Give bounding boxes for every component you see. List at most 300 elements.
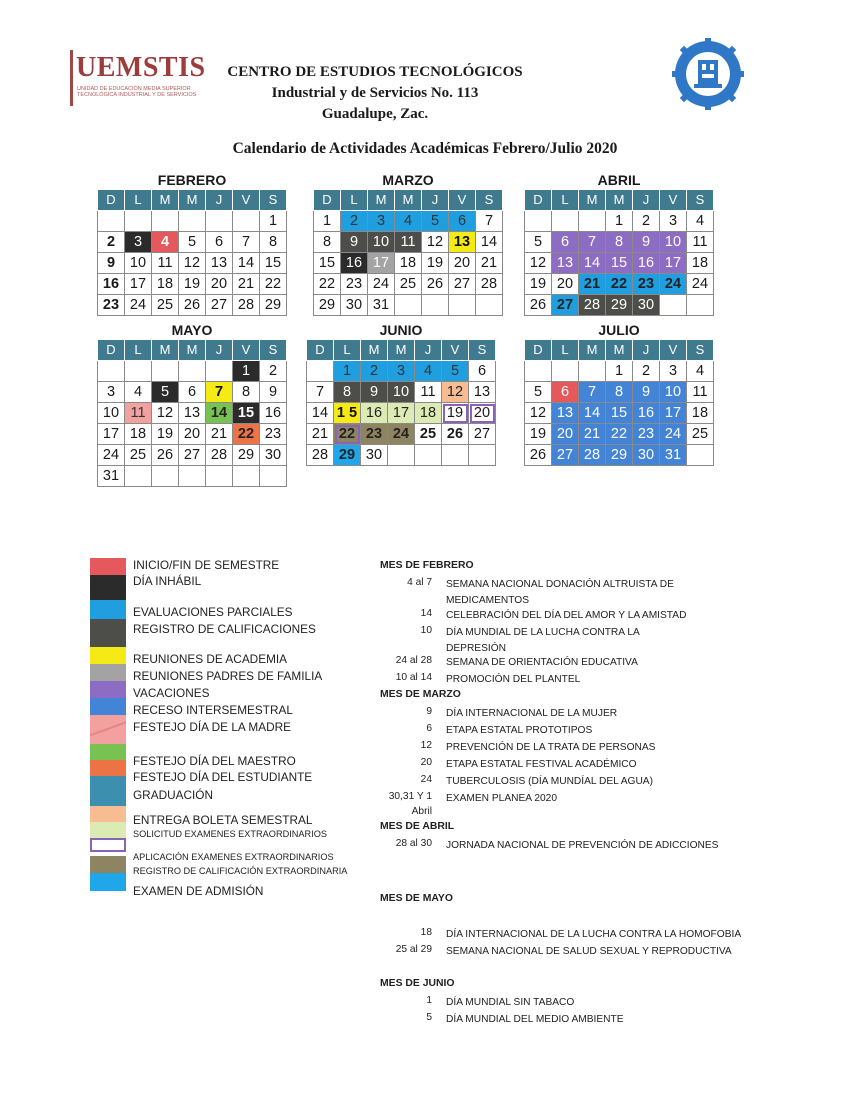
day-cell: 31 bbox=[660, 445, 687, 466]
day-cell: 17 bbox=[660, 403, 687, 424]
legend-swatch bbox=[90, 744, 126, 760]
day-cell: 29 bbox=[314, 295, 341, 316]
day-cell: 1 bbox=[233, 361, 260, 382]
day-cell: 14 bbox=[579, 403, 606, 424]
legend-label: EVALUACIONES PARCIALES bbox=[133, 605, 293, 619]
day-cell: 17 bbox=[368, 253, 395, 274]
day-cell: 14 bbox=[233, 253, 260, 274]
empty-cell bbox=[260, 466, 287, 487]
empty-cell bbox=[206, 211, 233, 232]
event-date: 24 bbox=[420, 774, 432, 785]
day-cell: 5 bbox=[422, 211, 449, 232]
legend-label: RECESO INTERSEMESTRAL bbox=[133, 703, 293, 717]
weekday-header: L bbox=[334, 340, 361, 361]
empty-cell bbox=[415, 445, 442, 466]
events-month-heading: MES DE JUNIO bbox=[380, 978, 455, 989]
day-cell: 29 bbox=[260, 295, 287, 316]
weekday-header: M bbox=[606, 190, 633, 211]
day-cell: 1 5 bbox=[334, 403, 361, 424]
legend-label: SOLICITUD EXAMENES EXTRAORDINARIOS bbox=[133, 829, 327, 839]
day-cell: 22 bbox=[260, 274, 287, 295]
empty-cell bbox=[98, 211, 125, 232]
empty-cell bbox=[152, 466, 179, 487]
day-cell: 4 bbox=[687, 361, 714, 382]
legend-label: REUNIONES PADRES DE FAMILIA bbox=[133, 669, 323, 683]
legend-label: ENTREGA BOLETA SEMESTRAL bbox=[133, 813, 313, 827]
empty-cell bbox=[552, 361, 579, 382]
month-name: JUNIO bbox=[379, 322, 423, 338]
day-cell: 15 bbox=[260, 253, 287, 274]
day-cell: 23 bbox=[98, 295, 125, 316]
day-cell: 27 bbox=[552, 445, 579, 466]
day-cell: 15 bbox=[233, 403, 260, 424]
day-cell: 23 bbox=[341, 274, 368, 295]
event-description: DÍA INTERNACIONAL DE LA LUCHA CONTRA LA HOMOFOBIA bbox=[446, 929, 742, 940]
weekday-header: V bbox=[233, 190, 260, 211]
day-cell: 15 bbox=[314, 253, 341, 274]
empty-cell bbox=[525, 361, 552, 382]
empty-cell bbox=[125, 211, 152, 232]
day-cell: 13 bbox=[179, 403, 206, 424]
uemstis-logo bbox=[70, 48, 210, 108]
empty-cell bbox=[525, 211, 552, 232]
day-cell: 21 bbox=[476, 253, 503, 274]
empty-cell bbox=[476, 295, 503, 316]
event-date: 24 al 28 bbox=[395, 655, 432, 666]
day-cell: 23 bbox=[361, 424, 388, 445]
day-cell: 26 bbox=[179, 295, 206, 316]
empty-cell bbox=[449, 295, 476, 316]
empty-cell bbox=[307, 361, 334, 382]
day-cell: 2 bbox=[633, 211, 660, 232]
empty-cell bbox=[687, 445, 714, 466]
day-cell: 9 bbox=[361, 382, 388, 403]
day-cell: 2 bbox=[98, 232, 125, 253]
day-cell: 7 bbox=[579, 382, 606, 403]
month-junio bbox=[306, 322, 496, 466]
day-cell: 19 bbox=[525, 424, 552, 445]
event-description: DÍA MUNDIAL DEL MEDIO AMBIENTE bbox=[446, 1014, 624, 1025]
day-cell: 7 bbox=[307, 382, 334, 403]
day-cell: 12 bbox=[152, 403, 179, 424]
logo-wordmark: UEMSTIS bbox=[76, 52, 206, 83]
legend-swatch bbox=[90, 776, 126, 806]
day-cell: 7 bbox=[579, 232, 606, 253]
event-date: 4 al 7 bbox=[407, 577, 432, 588]
day-cell: 24 bbox=[660, 274, 687, 295]
event-description: EXAMEN PLANEA 2020 bbox=[446, 793, 557, 804]
weekday-header: M bbox=[361, 340, 388, 361]
day-cell: 15 bbox=[606, 403, 633, 424]
day-cell: 24 bbox=[660, 424, 687, 445]
day-cell: 2 bbox=[361, 361, 388, 382]
event-description: CELEBRACIÓN DEL DÍA DEL AMOR Y LA AMISTAD bbox=[446, 610, 687, 621]
month-grid bbox=[313, 189, 503, 316]
day-cell: 6 bbox=[552, 232, 579, 253]
cetis-seal-icon bbox=[672, 38, 744, 110]
day-cell: 3 bbox=[368, 211, 395, 232]
empty-cell bbox=[388, 445, 415, 466]
day-cell: 20 bbox=[469, 403, 496, 424]
day-cell: 21 bbox=[579, 274, 606, 295]
day-cell: 1 bbox=[606, 211, 633, 232]
empty-cell bbox=[469, 445, 496, 466]
weekday-header: V bbox=[449, 190, 476, 211]
day-cell: 27 bbox=[206, 295, 233, 316]
empty-cell bbox=[579, 211, 606, 232]
day-cell: 11 bbox=[125, 403, 152, 424]
event-date: 9 bbox=[426, 706, 432, 717]
day-cell: 12 bbox=[525, 403, 552, 424]
empty-cell bbox=[395, 295, 422, 316]
day-cell: 28 bbox=[579, 445, 606, 466]
legend-label: INICIO/FIN DE SEMESTRE bbox=[133, 558, 280, 572]
school-header bbox=[215, 62, 535, 125]
legend-swatch bbox=[90, 575, 126, 600]
day-cell: 18 bbox=[152, 274, 179, 295]
legend-swatch bbox=[90, 698, 126, 715]
day-cell: 19 bbox=[525, 274, 552, 295]
day-cell: 5 bbox=[525, 382, 552, 403]
event-description: DÍA MUNDIAL SIN TABACO bbox=[446, 997, 575, 1008]
legend-swatch bbox=[90, 856, 126, 873]
events-month-heading: MES DE MARZO bbox=[380, 689, 461, 700]
day-cell: 12 bbox=[525, 253, 552, 274]
day-cell: 30 bbox=[341, 295, 368, 316]
weekday-header: D bbox=[307, 340, 334, 361]
day-cell: 25 bbox=[395, 274, 422, 295]
event-description: ETAPA ESTATAL FESTIVAL ACADÉMICO bbox=[446, 759, 637, 770]
weekday-header: M bbox=[152, 190, 179, 211]
day-cell: 7 bbox=[476, 211, 503, 232]
day-cell: 14 bbox=[476, 232, 503, 253]
day-cell: 22 bbox=[334, 424, 361, 445]
weekday-header: L bbox=[552, 190, 579, 211]
event-date: 6 bbox=[426, 723, 432, 734]
day-cell: 13 bbox=[552, 253, 579, 274]
day-cell: 26 bbox=[422, 274, 449, 295]
weekday-header: V bbox=[442, 340, 469, 361]
empty-cell bbox=[552, 211, 579, 232]
event-date: 20 bbox=[420, 757, 432, 768]
day-cell: 14 bbox=[579, 253, 606, 274]
day-cell: 19 bbox=[442, 403, 469, 424]
weekday-header: S bbox=[260, 340, 287, 361]
event-date: 5 bbox=[426, 1012, 432, 1023]
day-cell: 20 bbox=[206, 274, 233, 295]
day-cell: 4 bbox=[395, 211, 422, 232]
day-cell: 15 bbox=[606, 253, 633, 274]
day-cell: 26 bbox=[525, 295, 552, 316]
empty-cell bbox=[442, 445, 469, 466]
day-cell: 9 bbox=[633, 382, 660, 403]
month-name: MARZO bbox=[382, 172, 434, 188]
empty-cell bbox=[179, 361, 206, 382]
empty-cell bbox=[233, 466, 260, 487]
weekday-header: M bbox=[606, 340, 633, 361]
weekday-header: L bbox=[125, 190, 152, 211]
legend-swatch bbox=[90, 619, 126, 647]
day-cell: 10 bbox=[125, 253, 152, 274]
day-cell: 20 bbox=[449, 253, 476, 274]
day-cell: 26 bbox=[525, 445, 552, 466]
legend-swatch bbox=[90, 760, 126, 776]
legend-swatch bbox=[90, 600, 126, 619]
event-date: 28 al 30 bbox=[395, 838, 432, 849]
event-description: JORNADA NACIONAL DE PREVENCIÓN DE ADICCIONES bbox=[446, 840, 719, 851]
weekday-header: V bbox=[660, 340, 687, 361]
day-cell: 28 bbox=[307, 445, 334, 466]
day-cell: 11 bbox=[152, 253, 179, 274]
weekday-header: V bbox=[660, 190, 687, 211]
day-cell: 28 bbox=[579, 295, 606, 316]
day-cell: 27 bbox=[449, 274, 476, 295]
weekday-header: M bbox=[388, 340, 415, 361]
legend-label: FESTEJO DÍA DE LA MADRE bbox=[133, 720, 291, 734]
day-cell: 5 bbox=[152, 382, 179, 403]
day-cell: 14 bbox=[206, 403, 233, 424]
day-cell: 29 bbox=[606, 445, 633, 466]
weekday-header: J bbox=[206, 340, 233, 361]
legend-label: DÍA INHÁBIL bbox=[133, 574, 202, 588]
day-cell: 17 bbox=[125, 274, 152, 295]
empty-cell bbox=[422, 295, 449, 316]
day-cell: 23 bbox=[633, 274, 660, 295]
day-cell: 6 bbox=[469, 361, 496, 382]
day-cell: 25 bbox=[415, 424, 442, 445]
empty-cell bbox=[152, 361, 179, 382]
event-description: DÍA INTERNACIONAL DE LA MUJER bbox=[446, 708, 618, 719]
events-month-heading: MES DE MAYO bbox=[380, 893, 453, 904]
day-cell: 28 bbox=[476, 274, 503, 295]
day-cell: 20 bbox=[552, 274, 579, 295]
empty-cell bbox=[206, 361, 233, 382]
weekday-header: M bbox=[395, 190, 422, 211]
empty-cell bbox=[125, 361, 152, 382]
month-febrero bbox=[97, 172, 287, 316]
logo-subtitle: UNIDAD DE EDUCACIÓN MEDIA SUPERIOR TECNOLÓGICA INDUSTRIAL Y DE SERVICIOS bbox=[77, 86, 197, 98]
empty-cell bbox=[579, 361, 606, 382]
weekday-header: S bbox=[687, 340, 714, 361]
weekday-header: L bbox=[552, 340, 579, 361]
empty-cell bbox=[233, 211, 260, 232]
header-line-3: Guadalupe, Zac. bbox=[321, 106, 429, 122]
day-cell: 25 bbox=[687, 424, 714, 445]
weekday-header: M bbox=[368, 190, 395, 211]
event-date: 1 bbox=[426, 995, 432, 1006]
day-cell: 8 bbox=[314, 232, 341, 253]
day-cell: 13 bbox=[469, 382, 496, 403]
day-cell: 16 bbox=[341, 253, 368, 274]
event-description: DÍA MUNDIAL DE LA LUCHA CONTRA LA DEPRESIÓN bbox=[446, 627, 640, 654]
empty-cell bbox=[660, 295, 687, 316]
day-cell: 4 bbox=[125, 382, 152, 403]
day-cell: 3 bbox=[660, 361, 687, 382]
day-cell: 6 bbox=[179, 382, 206, 403]
header-line-1: CENTRO DE ESTUDIOS TECNOLÓGICOS bbox=[227, 64, 523, 80]
day-cell: 10 bbox=[660, 382, 687, 403]
day-cell: 28 bbox=[206, 445, 233, 466]
legend-swatch bbox=[90, 873, 126, 891]
day-cell: 2 bbox=[633, 361, 660, 382]
legend-label: FESTEJO DÍA DEL ESTUDIANTE bbox=[133, 770, 313, 784]
day-cell: 9 bbox=[98, 253, 125, 274]
weekday-header: M bbox=[579, 190, 606, 211]
empty-cell bbox=[179, 466, 206, 487]
day-cell: 16 bbox=[633, 403, 660, 424]
day-cell: 23 bbox=[633, 424, 660, 445]
day-cell: 12 bbox=[442, 382, 469, 403]
day-cell: 6 bbox=[552, 382, 579, 403]
day-cell: 11 bbox=[687, 232, 714, 253]
day-cell: 24 bbox=[125, 295, 152, 316]
day-cell: 6 bbox=[206, 232, 233, 253]
weekday-header: D bbox=[525, 190, 552, 211]
day-cell: 1 bbox=[334, 361, 361, 382]
day-cell: 16 bbox=[633, 253, 660, 274]
month-grid bbox=[306, 339, 496, 466]
weekday-header: S bbox=[687, 190, 714, 211]
day-cell: 17 bbox=[388, 403, 415, 424]
month-name: FEBRERO bbox=[157, 172, 227, 188]
legend-label: REGISTRO DE CALIFICACIÓN EXTRAORDINARIA bbox=[133, 866, 348, 876]
event-date: 12 bbox=[420, 740, 432, 751]
day-cell: 30 bbox=[633, 295, 660, 316]
weekday-header: D bbox=[98, 190, 125, 211]
weekday-header: M bbox=[579, 340, 606, 361]
month-grid bbox=[97, 339, 287, 487]
day-cell: 6 bbox=[449, 211, 476, 232]
event-date: 10 al 14 bbox=[395, 672, 432, 683]
month-name: ABRIL bbox=[597, 172, 641, 188]
legend-swatch bbox=[90, 822, 126, 838]
day-cell: 9 bbox=[260, 382, 287, 403]
month-abril bbox=[524, 172, 714, 316]
day-cell: 17 bbox=[98, 424, 125, 445]
day-cell: 5 bbox=[525, 232, 552, 253]
day-cell: 1 bbox=[606, 361, 633, 382]
legend-swatch bbox=[90, 715, 126, 744]
header-line-2: Industrial y de Servicios No. 113 bbox=[271, 85, 479, 101]
empty-cell bbox=[152, 211, 179, 232]
month-mayo bbox=[97, 322, 287, 487]
day-cell: 25 bbox=[125, 445, 152, 466]
month-marzo bbox=[313, 172, 503, 316]
day-cell: 22 bbox=[314, 274, 341, 295]
day-cell: 24 bbox=[388, 424, 415, 445]
day-cell: 18 bbox=[687, 403, 714, 424]
day-cell: 8 bbox=[260, 232, 287, 253]
month-grid bbox=[524, 339, 714, 466]
day-cell: 30 bbox=[260, 445, 287, 466]
day-cell: 30 bbox=[361, 445, 388, 466]
weekday-header: L bbox=[341, 190, 368, 211]
legend-label: APLICACIÓN EXAMENES EXTRAORDINARIOS bbox=[133, 852, 334, 862]
day-cell: 16 bbox=[260, 403, 287, 424]
calendar-title: Calendario de Actividades Académicas Febrero/Julio 2020 bbox=[232, 140, 618, 157]
day-cell: 8 bbox=[334, 382, 361, 403]
weekday-header: J bbox=[422, 190, 449, 211]
day-cell: 26 bbox=[442, 424, 469, 445]
day-cell: 27 bbox=[469, 424, 496, 445]
day-cell: 1 bbox=[260, 211, 287, 232]
weekday-header: S bbox=[469, 340, 496, 361]
weekday-header: M bbox=[152, 340, 179, 361]
day-cell: 19 bbox=[152, 424, 179, 445]
day-cell: 18 bbox=[687, 253, 714, 274]
day-cell: 21 bbox=[579, 424, 606, 445]
day-cell: 16 bbox=[361, 403, 388, 424]
legend-label: REUNIONES DE ACADEMIA bbox=[133, 652, 288, 666]
day-cell: 11 bbox=[395, 232, 422, 253]
logo-bar bbox=[70, 50, 73, 106]
day-cell: 17 bbox=[660, 253, 687, 274]
day-cell: 24 bbox=[368, 274, 395, 295]
day-cell: 8 bbox=[606, 382, 633, 403]
day-cell: 23 bbox=[260, 424, 287, 445]
day-cell: 19 bbox=[179, 274, 206, 295]
day-cell: 2 bbox=[341, 211, 368, 232]
event-description: SEMANA DE ORIENTACIÓN EDUCATIVA bbox=[446, 657, 638, 668]
day-cell: 19 bbox=[422, 253, 449, 274]
day-cell: 31 bbox=[98, 466, 125, 487]
day-cell: 18 bbox=[125, 424, 152, 445]
day-cell: 3 bbox=[388, 361, 415, 382]
month-julio bbox=[524, 322, 714, 466]
weekday-header: S bbox=[476, 190, 503, 211]
day-cell: 20 bbox=[179, 424, 206, 445]
day-cell: 22 bbox=[233, 424, 260, 445]
day-cell: 29 bbox=[233, 445, 260, 466]
events-month-heading: MES DE FEBRERO bbox=[380, 560, 474, 571]
weekday-header: D bbox=[525, 340, 552, 361]
legend-label: VACACIONES bbox=[133, 686, 210, 700]
day-cell: 21 bbox=[233, 274, 260, 295]
empty-cell bbox=[125, 466, 152, 487]
day-cell: 13 bbox=[449, 232, 476, 253]
month-name: MAYO bbox=[171, 322, 213, 338]
event-description: PROMOCIÓN DEL PLANTEL bbox=[446, 674, 581, 685]
event-description: SEMANA NACIONAL DONACIÓN ALTRUISTA DE MEDICAMENTOS bbox=[446, 579, 674, 606]
weekday-header: V bbox=[233, 340, 260, 361]
day-cell: 9 bbox=[341, 232, 368, 253]
day-cell: 1 bbox=[314, 211, 341, 232]
day-cell: 4 bbox=[152, 232, 179, 253]
day-cell: 27 bbox=[552, 295, 579, 316]
day-cell: 11 bbox=[687, 382, 714, 403]
day-cell: 29 bbox=[334, 445, 361, 466]
day-cell: 3 bbox=[660, 211, 687, 232]
event-description: ETAPA ESTATAL PROTOTIPOS bbox=[446, 725, 593, 736]
legend-label: EXAMEN DE ADMISIÓN bbox=[133, 884, 264, 898]
day-cell: 22 bbox=[606, 274, 633, 295]
event-date: 25 al 29 bbox=[395, 944, 432, 955]
day-cell: 27 bbox=[179, 445, 206, 466]
day-cell: 18 bbox=[415, 403, 442, 424]
day-cell: 7 bbox=[206, 382, 233, 403]
day-cell: 9 bbox=[633, 232, 660, 253]
empty-cell bbox=[179, 211, 206, 232]
day-cell: 4 bbox=[687, 211, 714, 232]
event-date: 10 bbox=[420, 625, 432, 636]
day-cell: 25 bbox=[152, 295, 179, 316]
legend-swatch bbox=[90, 806, 126, 822]
day-cell: 28 bbox=[233, 295, 260, 316]
event-description: PREVENCIÓN DE LA TRATA DE PERSONAS bbox=[446, 742, 656, 753]
day-cell: 12 bbox=[422, 232, 449, 253]
event-date: Abril bbox=[411, 806, 432, 817]
day-cell: 2 bbox=[260, 361, 287, 382]
